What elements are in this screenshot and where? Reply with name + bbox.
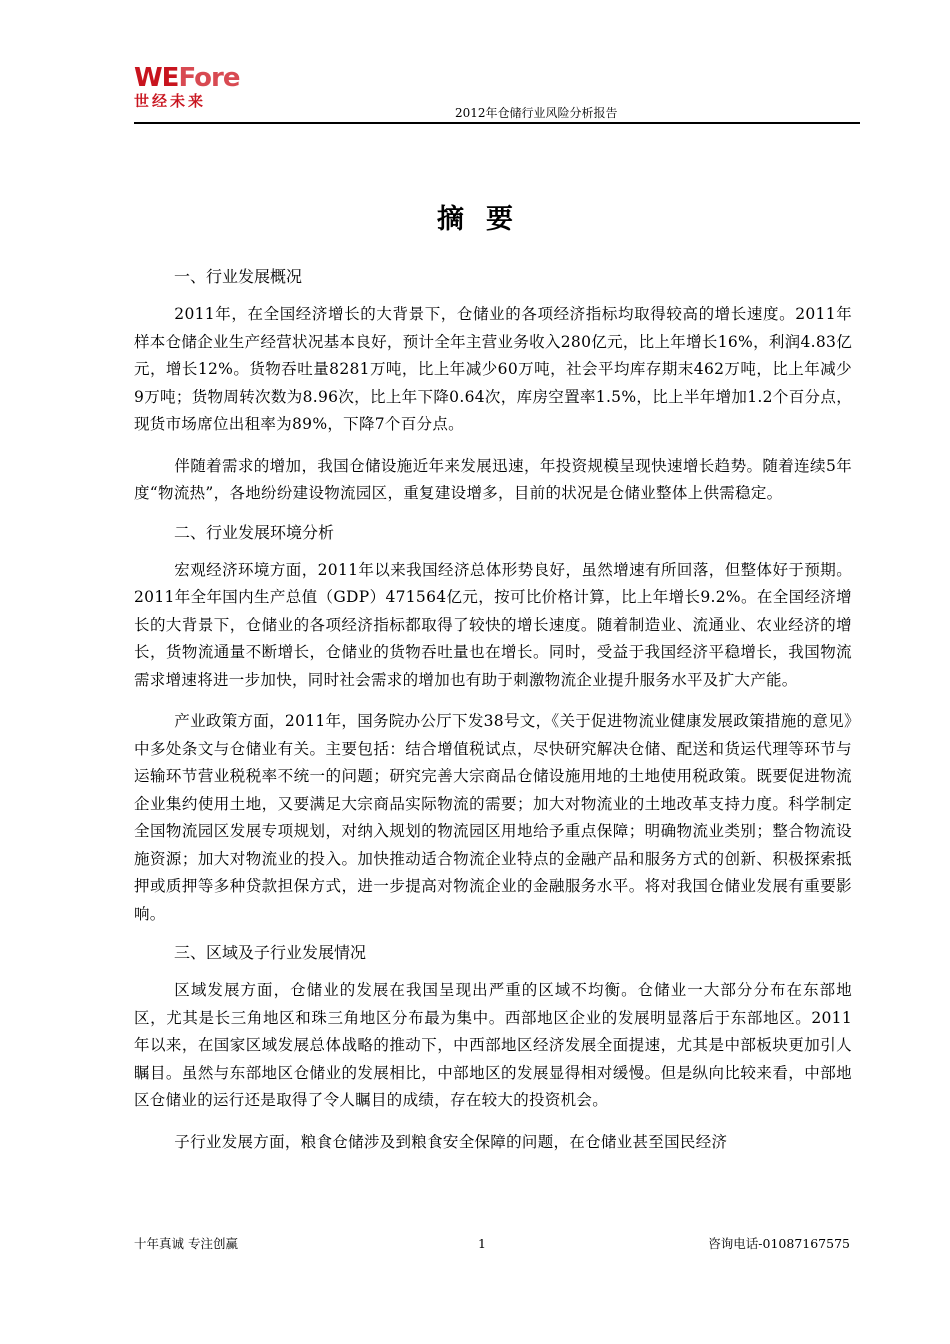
section-heading-environment: 二、行业发展环境分析 — [174, 522, 335, 542]
header-divider — [134, 122, 860, 124]
footer-phone: 咨询电话-01087167575 — [708, 1236, 850, 1251]
document-body — [134, 266, 852, 1170]
paragraph: 区域发展方面，仓储业的发展在我国呈现出严重的区域不均衡。仓储业一大部分分布在东部地区，尤其是长三角地区和珠三角地区分布最为集中。西部地区企业的发展明显落后于东部地区。2011年以来，在国家区域发展总体战略的推动下，中西部地区经济发展全面提速，尤其是中部板块更加引人瞩目。虽然与东部地区仓储业的发展相比，中部地区的发展显得相对缓慢。但是纵向比较来看，中部地区仓储业的运行还是取得了令人瞩目的成绩，存在较大的投资机会。 — [134, 981, 852, 1109]
paragraph: 产业政策方面，2011年，国务院办公厅下发38号文，《关于促进物流业健康发展政策措施的意见》中多处条文与仓储业有关。主要包括：结合增值税试点，尽快研究解决仓储、配送和货运代理等环节与运输环节营业税税率不统一的问题；研究完善大宗商品仓储设施用地的土地使用税政策。既要促进物流企业集约使用土地，又要满足大宗商品实际物流的需要；加大对物流业的土地改革支持力度。科学制定全国物流园区发展专项规划，对纳入规划的物流园区用地给予重点保障；明确物流业类别；整合物流设施资源；加大对物流业的投入。加快推动适合物流企业特点的金融产品和服务方式的创新、积极探索抵押或质押等多种贷款担保方式，进一步提高对物流企业的金融服务水平。将对我国仓储业发展有重要影响。 — [134, 712, 852, 923]
logo-we: WE — [134, 63, 179, 93]
paragraph: 伴随着需求的增加，我国仓储设施近年来发展迅速，年投资规模呈现快速增长趋势。随着连续5年度“物流热”，各地纷纷建设物流园区，重复建设增多，目前的状况是仓储业整体上供需稳定。 — [134, 456, 852, 502]
logo-fore: Fore — [178, 63, 240, 93]
brand-logo — [134, 64, 244, 112]
section-heading-regional: 三、区域及子行业发展情况 — [174, 943, 367, 962]
logo-chinese: 世经未来 — [134, 92, 207, 110]
paragraph: 2011年，在全国经济增长的大背景下，仓储业的各项经济指标均取得较高的增长速度。2011年样本仓储企业生产经营状况基本良好，预计全年主营业务收入280亿元，比上年增长16%，利润4.83亿元，增长12%。货物吞吐量8281万吨，比上年减少60万吨，社会平均库存期末462万吨，比上年减少9万吨；货物周转次数为8.96次，比上年下降0.64次，库房空置率1.5%，比上半年增加1.2个百分点，现货市场席位出租率为89%，下降7个百分点。 — [134, 305, 852, 433]
footer-slogan: 十年真诚 专注创赢 — [134, 1236, 238, 1251]
paragraph: 宏观经济环境方面，2011年以来我国经济总体形势良好，虽然增速有所回落，但整体好于预期。2011年全年国内生产总值（GDP）471564亿元，按可比价格计算，比上年增长9.2%。在全国经济增长的大背景下，仓储业的各项经济指标都取得了较快的增长速度。随着制造业、流通业、农业经济的增长，货物流通量不断增长，仓储业的货物吞吐量也在增长。同时，受益于我国经济平稳增长，我国物流需求增速将进一步加快，同时社会需求的增加也有助于刺激物流企业提升服务水平及扩大产能。 — [134, 560, 852, 689]
report-header-title: 2012年仓储行业风险分析报告 — [455, 106, 618, 120]
section-heading-overview: 一、行业发展概况 — [174, 267, 303, 286]
paragraph: 子行业发展方面，粮食仓储涉及到粮食安全保障的问题，在仓储业甚至国民经济 — [174, 1132, 728, 1151]
page-number: 1 — [478, 1236, 486, 1251]
page-title: 摘要 — [437, 204, 535, 235]
logo-wordmark — [134, 64, 244, 92]
